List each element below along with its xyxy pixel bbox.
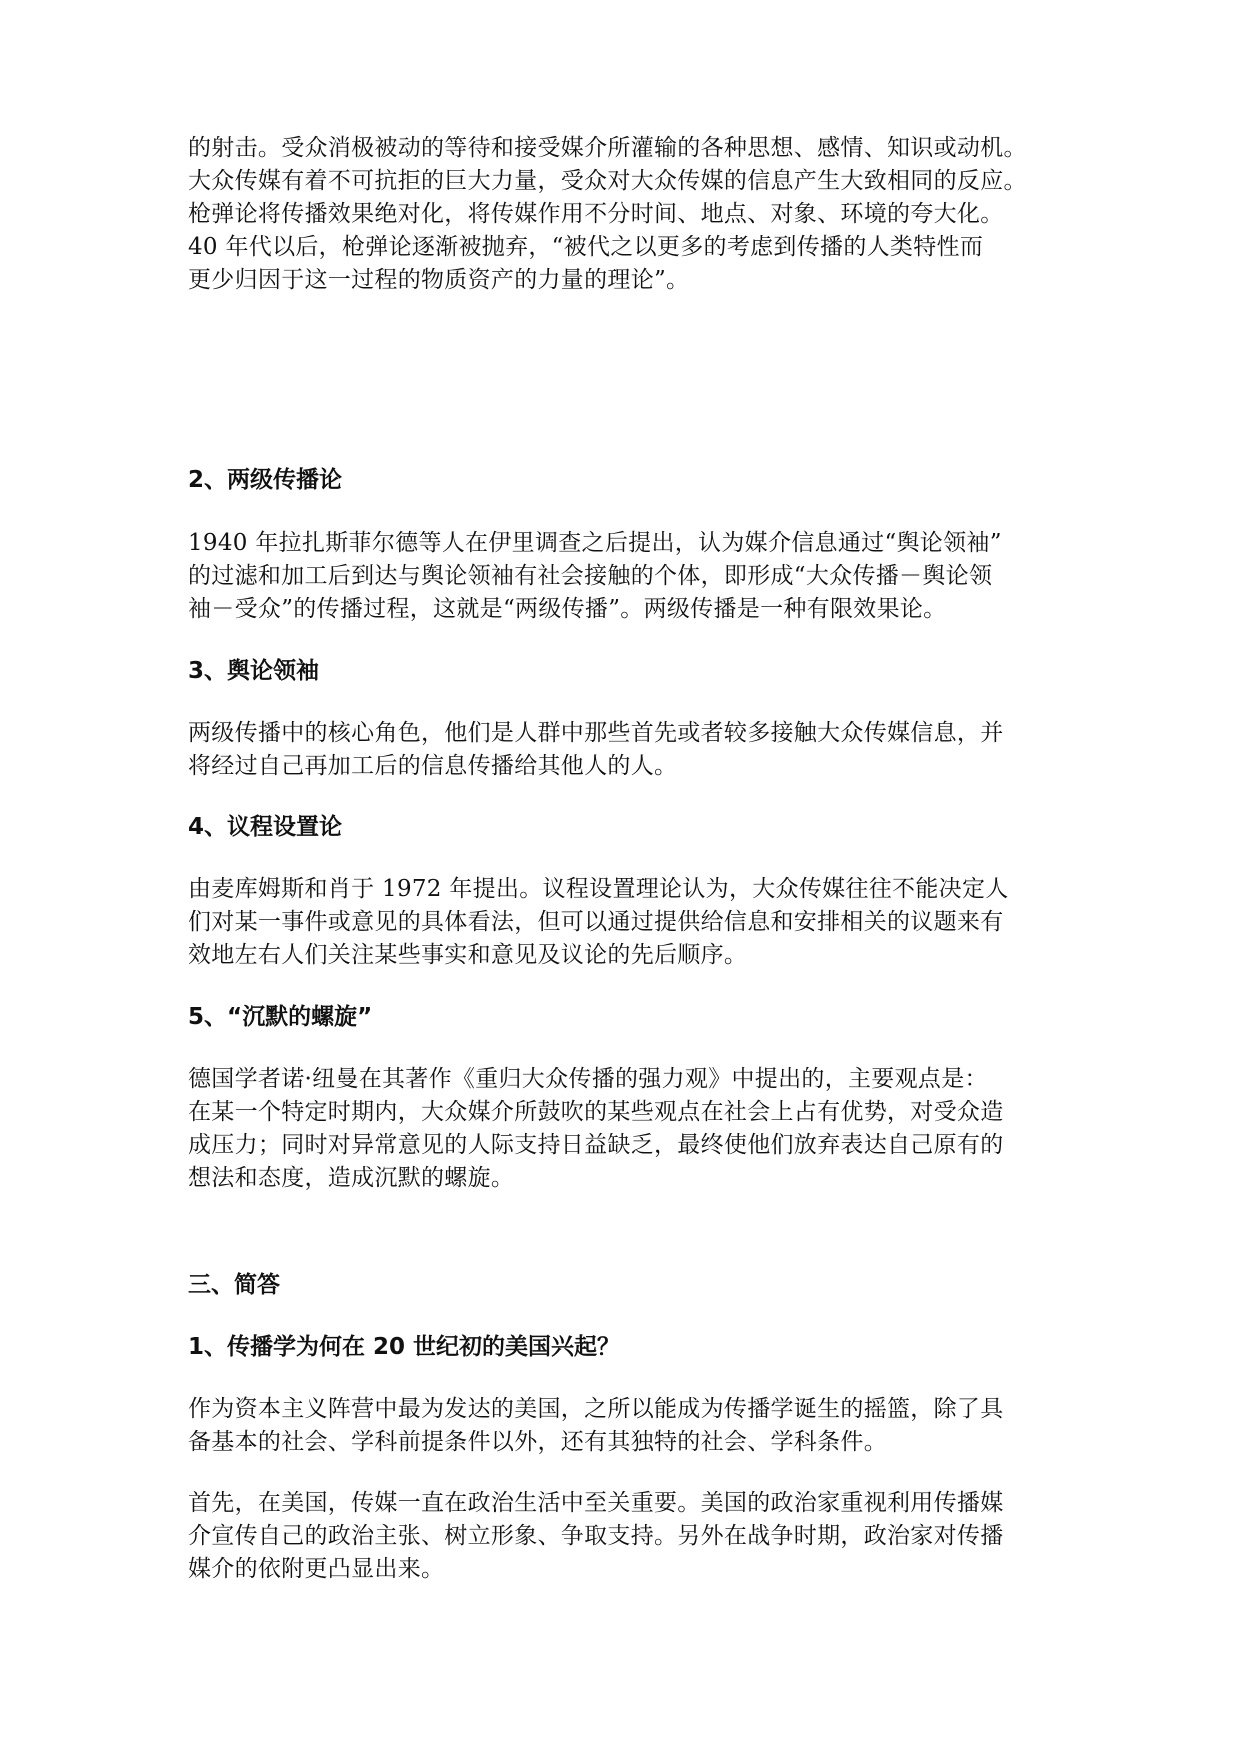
text-line: 作为资本主义阵营中最为发达的美国，之所以能成为传播学诞生的摇篮，除了具 <box>188 1396 1004 1422</box>
text-line: 枪弹论将传播效果绝对化，将传媒作用不分时间、地点、对象、环境的夸大化。 <box>188 201 1004 227</box>
text-line: 40 年代以后，枪弹论逐渐被抛弃，“被代之以更多的考虑到传播的人类特性而 <box>188 234 984 260</box>
heading-opinion-leader <box>188 655 1068 688</box>
heading-two-step-flow <box>188 464 1068 497</box>
paragraph-two-step-flow <box>188 527 1068 626</box>
text-line: 袖－受众”的传播过程，这就是“两级传播”。两级传播是一种有限效果论。 <box>188 596 947 622</box>
heading-text: 三、简答 <box>188 1272 280 1298</box>
text-line: 的射击。受众消极被动的等待和接受媒介所灌输的各种思想、感情、知识或动机。 <box>188 135 1027 161</box>
paragraph-question-1-intro <box>188 1393 1068 1459</box>
heading-short-answer-section <box>188 1269 1068 1302</box>
text-line: 德国学者诺·纽曼在其著作《重归大众传播的强力观》中提出的，主要观点是： <box>188 1066 988 1092</box>
heading-spiral-of-silence <box>188 1001 1068 1034</box>
text-line: 介宣传自己的政治主张、树立形象、争取支持。另外在战争时期，政治家对传播 <box>188 1523 1004 1549</box>
text-line: 的过滤和加工后到达与舆论领袖有社会接触的个体，即形成“大众传播－舆论领 <box>188 563 993 589</box>
heading-agenda-setting <box>188 811 1068 844</box>
text-line: 成压力；同时对异常意见的人际支持日益缺乏，最终使他们放弃表达自己原有的 <box>188 1132 1004 1158</box>
text-line: 由麦库姆斯和肖于 1972 年提出。议程设置理论认为，大众传媒往往不能决定人 <box>188 876 1009 902</box>
paragraph-agenda-setting <box>188 873 1068 972</box>
text-line: 两级传播中的核心角色，他们是人群中那些首先或者较多接触大众传媒信息，并 <box>188 720 1004 746</box>
paragraph-spiral-of-silence <box>188 1063 1068 1195</box>
heading-text: 3、舆论领袖 <box>188 658 320 684</box>
heading-text: 4、议程设置论 <box>188 814 343 840</box>
paragraph-opinion-leader <box>188 717 1068 783</box>
text-line: 备基本的社会、学科前提条件以外，还有其独特的社会、学科条件。 <box>188 1429 887 1455</box>
heading-text: 5、“沉默的螺旋” <box>188 1004 373 1030</box>
heading-question-1 <box>188 1331 1068 1364</box>
heading-text: 1、传播学为何在 20 世纪初的美国兴起？ <box>188 1334 621 1360</box>
text-line: 在某一个特定时期内，大众媒介所鼓吹的某些观点在社会上占有优势，对受众造 <box>188 1099 1004 1125</box>
text-line: 1940 年拉扎斯菲尔德等人在伊里调查之后提出，认为媒介信息通过“舆论领袖” <box>188 530 1002 556</box>
heading-text: 2、两级传播论 <box>188 467 343 493</box>
text-line: 媒介的依附更凸显出来。 <box>188 1556 445 1582</box>
paragraph-bullet-theory <box>188 132 1068 297</box>
text-line: 将经过自己再加工后的信息传播给其他人的人。 <box>188 753 678 779</box>
paragraph-question-1-first <box>188 1487 1068 1586</box>
text-line: 大众传媒有着不可抗拒的巨大力量，受众对大众传媒的信息产生大致相同的反应。 <box>188 168 1027 194</box>
text-line: 们对某一事件或意见的具体看法，但可以通过提供给信息和安排相关的议题来有 <box>188 909 1004 935</box>
text-line: 首先，在美国，传媒一直在政治生活中至关重要。美国的政治家重视利用传播媒 <box>188 1490 1004 1516</box>
text-line: 想法和态度，造成沉默的螺旋。 <box>188 1165 515 1191</box>
text-line: 更少归因于这一过程的物质资产的力量的理论”。 <box>188 267 690 293</box>
text-line: 效地左右人们关注某些事实和意见及议论的先后顺序。 <box>188 942 748 968</box>
